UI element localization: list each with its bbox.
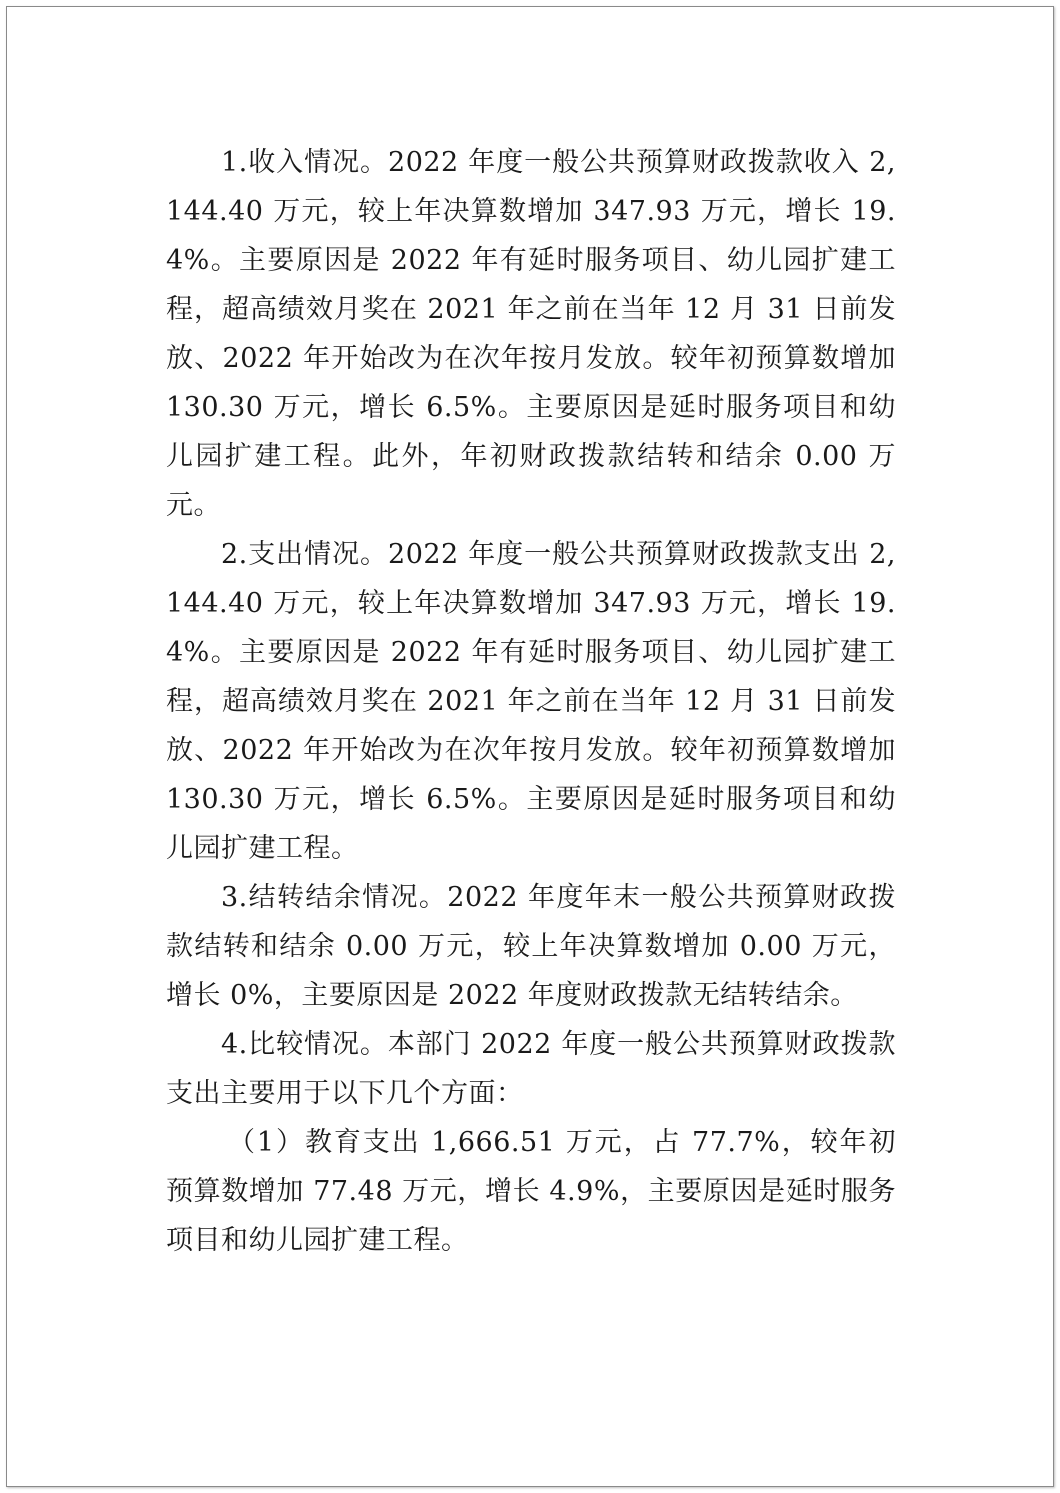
document-body <box>166 138 896 1265</box>
paragraph-comparison: 4.比较情况。本部门 2022 年度一般公共预算财政拨款支出主要用于以下几个方面： <box>166 1029 896 1109</box>
paragraph-education: （1）教育支出 1,666.51 万元，占 77.7%，较年初预算数增加 77.48 万元，增长 4.9%，主要原因是延时服务项目和幼儿园扩建工程。 <box>166 1127 896 1256</box>
paragraph-income: 1.收入情况。2022 年度一般公共预算财政拨款收入 2,144.40 万元，较上年决算数增加 347.93 万元，增长 19.4%。主要原因是 2022 年有延时服务项目、幼儿园扩建工程，超高绩效月奖在 2021 年之前在当年 12 月 31 日前发放、2022 年开始改为在次年按月发放。较年初预算数增加 130.30 万元，增长 6.5%。主要原因是延时服务项目和幼儿园扩建工程。此外，年初财政拨款结转和结余 0.00 万元。 <box>166 147 896 521</box>
paragraph-carryover: 3.结转结余情况。2022 年度年末一般公共预算财政拨款结转和结余 0.00 万元，较上年决算数增加 0.00 万元，增长 0%，主要原因是 2022 年度财政拨款无结转结余。 <box>166 882 896 1011</box>
paragraph-expenditure: 2.支出情况。2022 年度一般公共预算财政拨款支出 2,144.40 万元，较上年决算数增加 347.93 万元，增长 19.4%。主要原因是 2022 年有延时服务项目、幼儿园扩建工程，超高绩效月奖在 2021 年之前在当年 12 月 31 日前发放、2022 年开始改为在次年按月发放。较年初预算数增加 130.30 万元，增长 6.5%。主要原因是延时服务项目和幼儿园扩建工程。 <box>166 539 896 864</box>
